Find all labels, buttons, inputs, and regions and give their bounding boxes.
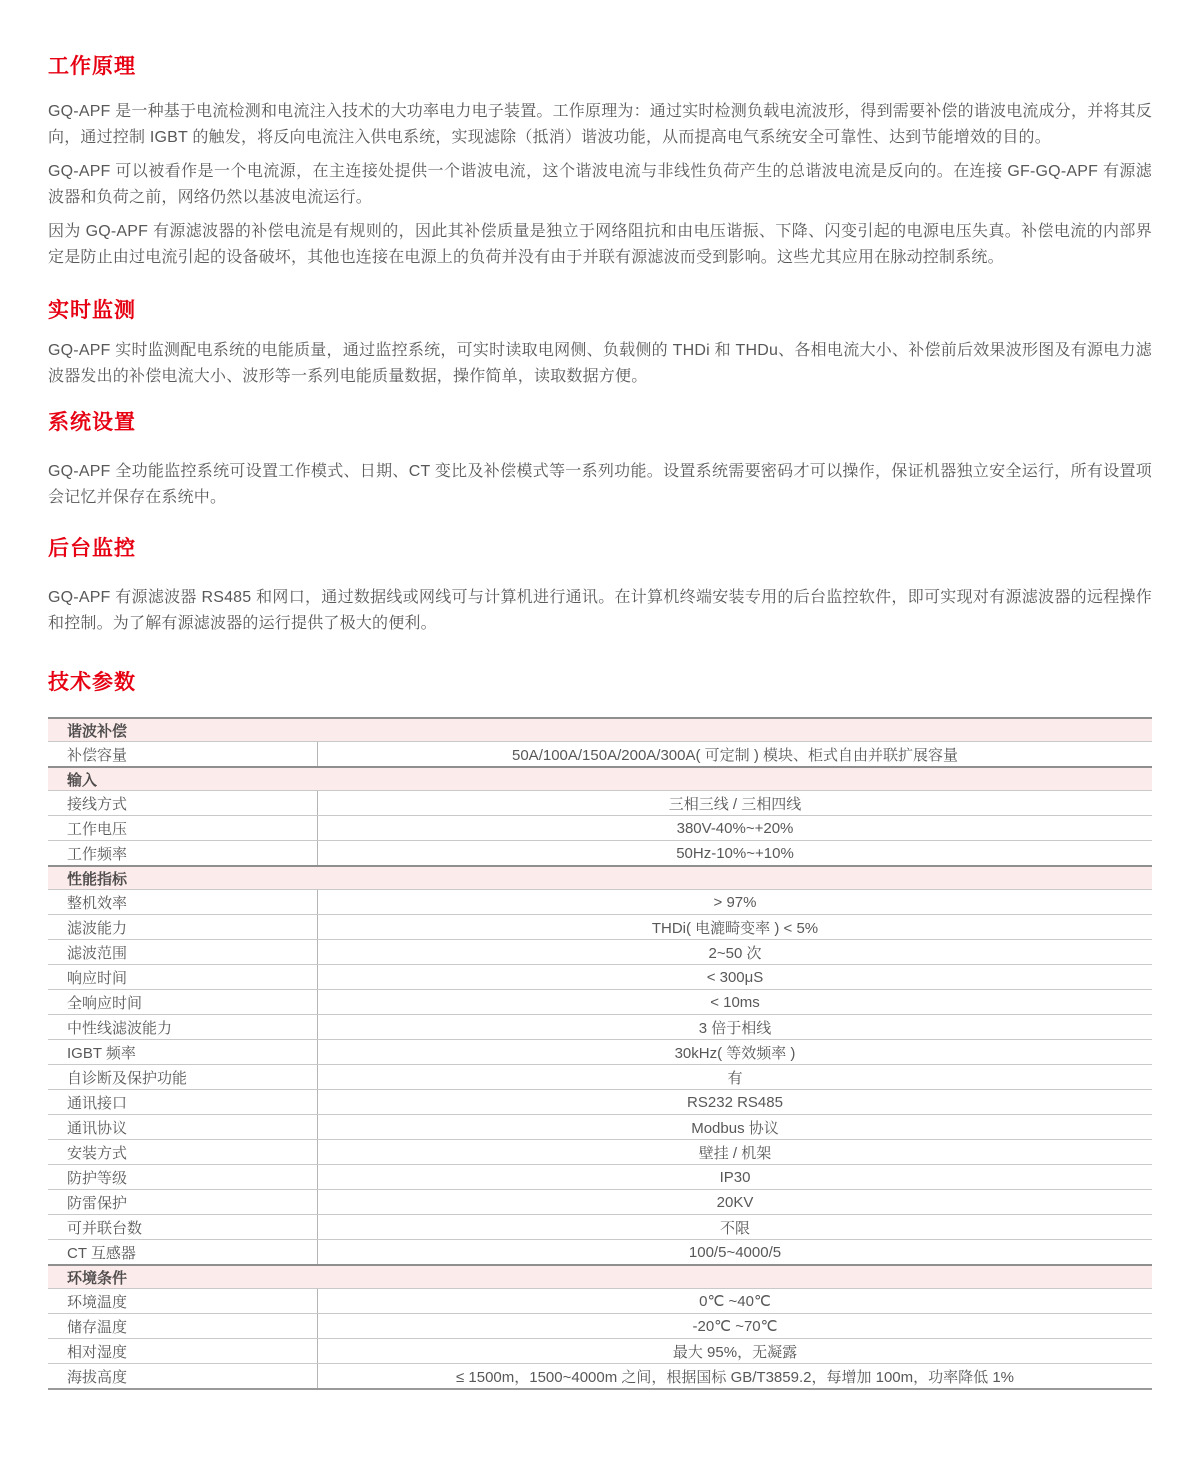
paragraph: GQ-APF 可以被看作是一个电流源，在主连接处提供一个谐波电流，这个谐波电流与非线性负荷产生的总谐波电流是反向的。在连接 GF-GQ-APF 有源滤波器和负荷之前，网络仍然以基波电流运行。 — [48, 163, 1152, 206]
spec-table-row — [48, 1189, 1152, 1214]
spec-table-row — [48, 1039, 1152, 1064]
spec-table-group-header: 性能指标 — [48, 865, 1152, 889]
paragraph: GQ-APF 实时监测配电系统的电能质量，通过监控系统，可实时读取电网侧、负载侧的 THDi 和 THDu、各相电流大小、补偿前后效果波形图及有源电力滤波器发出的补偿电流大小、波形等一系列电能质量数据，操作简单，读取数据方便。 — [48, 342, 1152, 385]
spec-row-label: 全响应时间 — [48, 990, 318, 1014]
spec-row-label: 接线方式 — [48, 791, 318, 815]
spec-table-row — [48, 1164, 1152, 1189]
spec-row-label: 防雷保护 — [48, 1190, 318, 1214]
spec-table-row — [48, 741, 1152, 766]
spec-row-value: 20KV — [716, 1193, 754, 1211]
section-system-settings — [48, 411, 1152, 511]
spec-row-label: 补偿容量 — [48, 742, 318, 766]
spec-row-label: 中性线滤波能力 — [48, 1015, 318, 1039]
spec-table-row — [48, 815, 1152, 840]
spec-table-row — [48, 964, 1152, 989]
spec-row-label: 工作频率 — [48, 841, 318, 865]
spec-row-label: CT 互感器 — [48, 1240, 318, 1264]
spec-row-value: -20℃ ~70℃ — [692, 1318, 778, 1335]
spec-row-value: 不限 — [719, 1219, 750, 1237]
spec-row-value: 三相三线 / 三相四线 — [668, 795, 802, 813]
paragraph: GQ-APF 是一种基于电流检测和电流注入技术的大功率电力电子装置。工作原理为：通过实时检测负载电流波形，得到需要补偿的谐波电流成分，并将其反向，通过控制 IGBT 的触发，将反向电流注入供电系统，实现滤除（抵消）谐波功能，从而提高电气系统安全可靠性、达到节能增效的目的。 — [48, 103, 1152, 146]
spec-table-row — [48, 1064, 1152, 1089]
spec-table-row — [48, 1114, 1152, 1139]
spec-row-label: 可并联台数 — [48, 1215, 318, 1239]
spec-row-value: Modbus 协议 — [691, 1119, 779, 1137]
spec-row-value: ≤ 1500m，1500~4000m 之间，根据国标 GB/T3859.2，每增加 100m，功率降低 1% — [455, 1368, 1014, 1386]
spec-row-value: 50Hz-10%~+10% — [676, 844, 794, 862]
spec-row-value: IP30 — [719, 1168, 751, 1186]
spec-table-group-header: 谐波补偿 — [48, 717, 1152, 741]
spec-row-label: 滤波能力 — [48, 915, 318, 939]
spec-table-row — [48, 1014, 1152, 1039]
spec-row-label: IGBT 频率 — [48, 1040, 318, 1064]
spec-table-row — [48, 1139, 1152, 1164]
spec-row-label: 工作电压 — [48, 816, 318, 840]
spec-table-row — [48, 1214, 1152, 1239]
spec-table-row — [48, 790, 1152, 815]
spec-table-group-header: 输入 — [48, 766, 1152, 790]
spec-row-value: RS232 RS485 — [687, 1093, 783, 1111]
spec-row-value: 有 — [727, 1069, 743, 1087]
spec-row-label: 通讯接口 — [48, 1090, 318, 1114]
spec-table — [48, 717, 1152, 1390]
spec-row-label: 安装方式 — [48, 1140, 318, 1164]
spec-row-value: 380V-40%~+20% — [676, 819, 794, 837]
spec-row-label: 整机效率 — [48, 890, 318, 914]
section-technical-parameters — [48, 671, 1152, 1390]
spec-row-value: < 300μS — [706, 968, 764, 986]
spec-row-label: 相对湿度 — [48, 1339, 318, 1363]
section-backend-monitoring — [48, 537, 1152, 637]
spec-row-label: 自诊断及保护功能 — [48, 1065, 318, 1089]
spec-row-label: 通讯协议 — [48, 1115, 318, 1139]
spec-row-value: 30kHz( 等效频率 ) — [674, 1044, 796, 1062]
paragraph: GQ-APF 全功能监控系统可设置工作模式、日期、CT 变比及补偿模式等一系列功能。设置系统需要密码才可以操作，保证机器独立安全运行，所有设置项会记忆并保存在系统中。 — [48, 463, 1152, 506]
section-heading-working-principle: 工作原理 — [48, 55, 136, 78]
spec-table-row — [48, 1239, 1152, 1264]
spec-row-value: THDi( 电漉畸变率 ) < 5% — [651, 919, 819, 937]
section-heading-system-settings: 系统设置 — [48, 411, 136, 434]
spec-table-row — [48, 1363, 1152, 1388]
section-heading-technical-parameters: 技术参数 — [48, 671, 136, 694]
section-realtime-monitoring — [48, 299, 1152, 390]
spec-row-value: < 10ms — [710, 993, 760, 1011]
spec-row-label: 储存温度 — [48, 1314, 318, 1338]
spec-row-value: 最大 95%，无凝露 — [672, 1343, 798, 1361]
spec-table-row — [48, 840, 1152, 865]
spec-row-value: 0℃ ~40℃ — [699, 1293, 771, 1310]
spec-row-value: > 97% — [713, 893, 757, 911]
spec-table-row — [48, 1338, 1152, 1363]
spec-row-value: 3 倍于相线 — [698, 1019, 772, 1037]
spec-row-label: 滤波范围 — [48, 940, 318, 964]
spec-row-value: 100/5~4000/5 — [688, 1243, 782, 1261]
spec-table-group-header: 环境条件 — [48, 1264, 1152, 1288]
spec-table-row — [48, 914, 1152, 939]
spec-row-value: 壁挂 / 机架 — [698, 1144, 772, 1162]
paragraph: GQ-APF 有源滤波器 RS485 和网口，通过数据线或网线可与计算机进行通讯。在计算机终端安装专用的后台监控软件，即可实现对有源滤波器的远程操作和控制。为了解有源滤波器的运行提供了极大的便利。 — [48, 589, 1152, 632]
spec-table-row — [48, 939, 1152, 964]
spec-row-label: 响应时间 — [48, 965, 318, 989]
spec-row-label: 环境温度 — [48, 1289, 318, 1313]
section-heading-backend-monitoring: 后台监控 — [48, 537, 136, 560]
spec-table-row — [48, 1313, 1152, 1338]
spec-row-label: 防护等级 — [48, 1165, 318, 1189]
section-heading-realtime-monitoring: 实时监测 — [48, 299, 136, 322]
spec-row-label: 海拔高度 — [48, 1364, 318, 1388]
spec-row-value: 2~50 次 — [708, 944, 762, 962]
spec-table-row — [48, 1089, 1152, 1114]
spec-table-row — [48, 1288, 1152, 1313]
spec-table-row — [48, 989, 1152, 1014]
spec-table-row — [48, 889, 1152, 914]
section-working-principle — [48, 55, 1152, 271]
spec-row-value: 50A/100A/150A/200A/300A( 可定制 ) 模块、柜式自由并联扩展容量 — [512, 746, 958, 764]
paragraph: 因为 GQ-APF 有源滤波器的补偿电流是有规则的，因此其补偿质量是独立于网络阻抗和由电压谐振、下降、闪变引起的电源电压失真。补偿电流的内部界定是防止由过电流引起的设备破坏，其他也连接在电源上的负荷并没有由于并联有源滤波而受到影响。这些尤其应用在脉动控制系统。 — [48, 223, 1152, 266]
